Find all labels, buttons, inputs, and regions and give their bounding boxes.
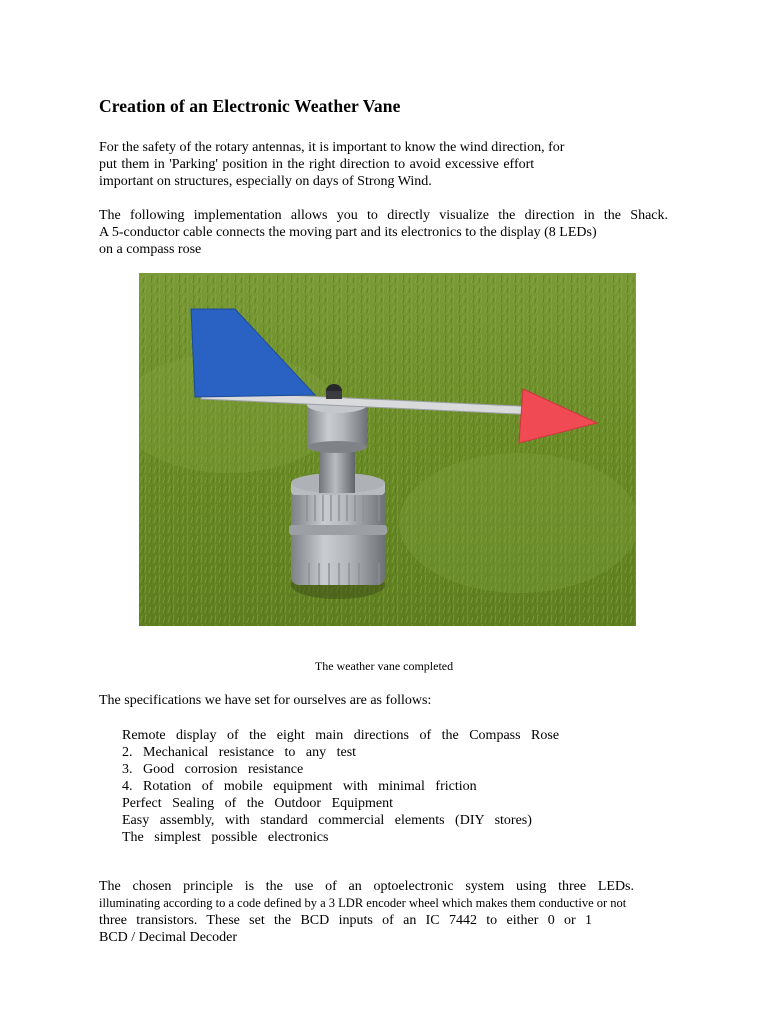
principle-paragraph	[99, 878, 634, 946]
spec-item: Remote display of the eight main directions of the Compass Rose	[122, 728, 560, 743]
intro-line: important on structures, especially on days of Strong Wind.	[99, 174, 432, 189]
implementation-line: on a compass rose	[99, 242, 202, 257]
principle-line: BCD / Decimal Decoder	[99, 930, 238, 945]
spec-item: 2. Mechanical resistance to any test	[122, 745, 357, 760]
intro-line: put them in 'Parking' position in the right direction to avoid excessive effort	[99, 157, 535, 172]
intro-line: For the safety of the rotary antennas, it is important to know the wind direction, for	[99, 140, 565, 155]
implementation-line: A 5-conductor cable connects the moving part and its electronics to the display (8 LEDs)	[99, 225, 597, 240]
spec-item: 4. Rotation of mobile equipment with minimal friction	[122, 779, 477, 794]
implementation-paragraph	[99, 207, 668, 258]
spec-item: 3. Good corrosion resistance	[122, 762, 304, 777]
principle-line: illuminating according to a code defined by a 3 LDR encoder wheel which makes them conductive or not	[99, 896, 627, 910]
principle-line: The chosen principle is the use of an optoelectronic system using three LEDs.	[99, 879, 634, 894]
spec-item: Perfect Sealing of the Outdoor Equipment	[122, 796, 393, 811]
specs-intro: The specifications we have set for ourselves are as follows:	[99, 693, 432, 708]
figure-caption: The weather vane completed	[314, 659, 454, 673]
implementation-line: The following implementation allows you to directly visualize the direction in the Shack.	[99, 208, 668, 223]
spec-item: The simplest possible electronics	[122, 830, 329, 845]
intro-paragraph	[99, 139, 564, 190]
spec-item: Easy assembly, with standard commercial elements (DIY stores)	[122, 813, 532, 828]
page-title: Creation of an Electronic Weather Vane	[99, 96, 401, 116]
specs-list	[122, 727, 559, 846]
principle-line: three transistors. These set the BCD inputs of an IC 7442 to either 0 or 1	[99, 913, 592, 928]
weather-vane-photo	[139, 273, 636, 626]
